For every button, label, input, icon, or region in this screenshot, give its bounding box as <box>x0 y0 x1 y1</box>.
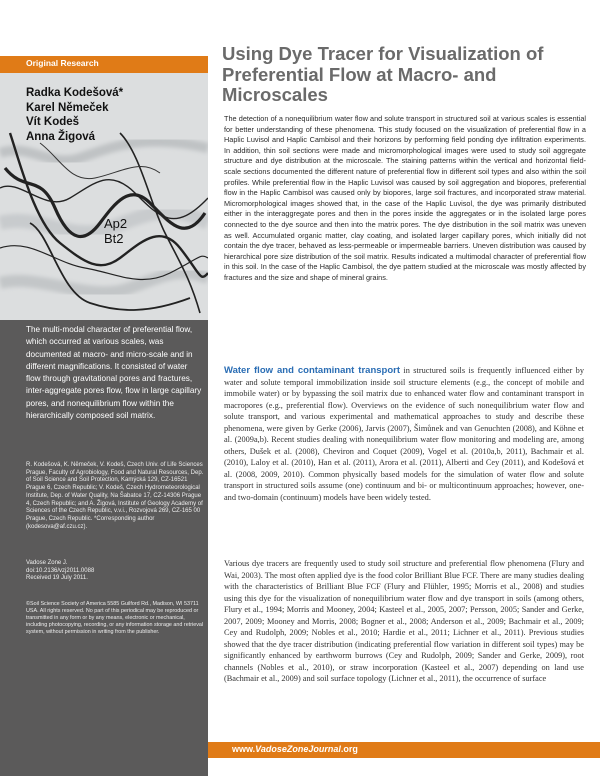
journal-name: Vadose Zone J. <box>26 560 68 566</box>
abstract: The detection of a nonequilibrium water flow and solute transport in structured soil at various scales is essential for better understanding of these phenomena. This study focused on the visualization of preferential flow in a Haplic Luvisol and Haplic Cambisol and their horizons by performing field ponding dye infiltration experiments. In addition, thin soil sections were made and micromorphological images were used to study soil aggregate structure and dye distribution at the microscale. The staining patterns within the vertical and horizontal field-scale sections documented the different nature of preferential flow in different soil types and also within the soil profiles. While preferential flow in the Haplic Luvisol was caused by soil aggregation and biopores, preferential flow in the Haplic Cambisol was caused only by biopores, large soil fractures, and incorporated straw material. Micromorphological images showed that, in the case of the Haplic Luvisol, the dye was primarily distributed either in the interaggregate pores and then in the pores inside the aggregates or in the isolated large pores connected to the dye source and then into the matrix pores. The dye distribution in the soil matrix was uneven as well. Accumulated organic matter, clay coating, and isolated larger capillary pores, which initially did not contain the dye tracer, behaved as less-permeable or impermeable barriers. Uneven distribution was caused by hierarchical pore size distribution of the soil matrix. Results indicated a multimodal character of preferential flow in this soil. In the case of the Haplic Cambisol, the dye pattern studied at the microscale was mostly affected by fractures and the size and shape of mineral grains. <box>224 114 586 282</box>
journal-info <box>26 560 204 583</box>
figure-label-ap2: Ap2 <box>104 216 128 231</box>
url-suffix: .org <box>340 744 358 754</box>
received-date: Received 19 July 2011. <box>26 575 88 582</box>
article-title: Using Dye Tracer for Visualization of Preferential Flow at Macro- and Microscales <box>222 43 544 105</box>
author-name: Radka Kodešová* <box>26 87 124 99</box>
core-ideas-summary: The multi-modal character of preferential flow, which occurred at various scales, was documented at macro- and micro-scale and in different magnifications. It consisted of water flow through gravitational pores and fractures, inter-aggregate pores flow, flow in large capillary pores, and nonequilibrium flow within the hierarchically composed soil matrix. <box>26 325 202 421</box>
copyright-notice: ©Soil Science Society of America 5585 Guilford Rd., Madison, WI 53711 USA. All rights reserved. No part of this periodical may be reproduced or transmitted in any form or by any means, electronic or mechanical, including photocopying, recording, or any information storage and retrieval system, without permission in writing from the publisher. <box>26 601 204 635</box>
body-paragraph <box>224 365 584 503</box>
section-label: Original Research <box>26 58 99 68</box>
author-name: Anna Žigová <box>26 130 96 143</box>
figure-label-bt2: Bt2 <box>104 231 124 246</box>
author-list <box>26 86 206 144</box>
sidebar-top-blank <box>0 0 208 56</box>
url-prefix: www. <box>232 744 256 754</box>
author-affiliations: R. Kodešová, K. Němeček, V. Kodeš, Czech Univ. of Life Sciences Prague, Faculty of Agrobiology, Food and Natural Resources, Dep. of Soil Science and Soil Protection, Kamýcká 129, CZ-16521 Prague 6, Czech Republic; V. Kodeš, Czech Hydrometeorological Institute, Dep. of Water Quality, Na Šabatce 17, CZ-14306 Prague 4, Czech Republic; and A. Žigová, Institute of Geology Academy of Sciences of the Czech Republic, v.v.i., Rozvojová 269, CZ-165 00 Prague, Czech Republic. *Corresponding author (kodesova@af.czu.cz). <box>26 462 204 530</box>
author-name: Karel Němeček <box>26 101 109 114</box>
journal-url-link[interactable] <box>232 744 358 754</box>
paragraph-lead-in: Water flow and contaminant transport <box>224 365 401 376</box>
url-journal: VadoseZoneJournal <box>255 744 341 754</box>
doi: doi:10.2136/vzj2011.0088 <box>26 567 95 574</box>
paragraph-text: in structured soils is frequently influenced either by water and solute temporal immobilization inside soil structure elements (e.g., the concept of mobile and immobile water) or by bypassing the soil matrix due to enhanced water flow and contaminant transport in macropores (e.g., preferential flow). Overviews on the evidence of such nonequilibrium water flow and solute transport, and various experimental and mathematical approaches to study and describe these phenomena, were given by Gerke (2006), Jarvis (2007), Šimůnek and van Genuchten (2008), and Köhne et al. (2009a,b). Recent studies dealing with nonequilibrium water flow monitoring and modeling are, among others, Dušek et al. (2008), Cheviron and Coquet (2009), Vogel et al. (2010a,b, 2011), Bachmair et al. (2010), Laloy et al. (2010), Han et al. (2011), Arora et al. (2011), Alberti and Cey (2011), and Kodešová et al. (2008, 2009, 2010). Common physically based models for the simulation of water flow and solute transport in structured soils assume (one) continuum and bi- or multicontinuum approaches; however, one- and two-domain (continuum) models have been widely tested. <box>224 366 584 502</box>
author-name: Vít Kodeš <box>26 116 80 128</box>
body-paragraph: Various dye tracers are frequently used to study soil structure and preferential flow phenomena (Flury and Wai, 2003). The most often applied dye is the food color Brilliant Blue FCF. There are many studies dealing with the characteristics of Brilliant Blue FCF (Flury and Flühler, 1995; Morris et al., 2008) and studies using this dye for the visualization of nonequilibrium water flow and dye transport in soils (among others, Flury et al., 1994; Morris and Mooney, 2004; Kasteel et al., 2005, 2007; Persson, 2005; Sander and Gerke, 2007, 2009; Mooney and Morris, 2008; Bogner et al., 2008; Anderson et al., 2009; Bachmair et al., 2009; Cey and Rudolph, 2009; Nobles et al., 2010; Hardie et al., 2011; Lichner et al., 2011). Previous studies showed that the dye tracer distribution (indicating preferential flow variation in different soil types) may be significantly enhanced by earthworm burrows (Cey and Rudolph, 2009; Sander and Gerke, 2009), root channels (Nobles et al., 2010), or straw incorporation (Kasteel et al., 2007) depending on land use (Bachmair et al., 2009) and soil surface topology (Lichner et al., 2011), the occurrence of surface <box>224 559 584 683</box>
